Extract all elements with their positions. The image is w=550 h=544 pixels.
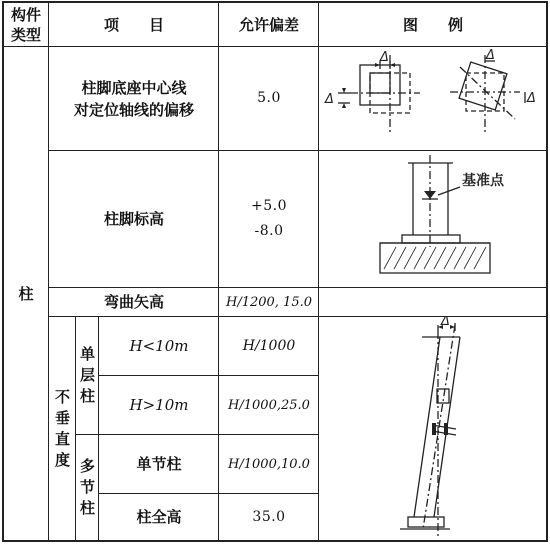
delta-symbol: Δ <box>380 50 389 65</box>
delta-symbol: Δ <box>325 92 334 107</box>
single-group-label: 单层柱 <box>79 345 95 405</box>
col-rule <box>218 1 219 46</box>
multi-group <box>77 435 98 540</box>
col-rule <box>75 316 76 542</box>
multi-group-label: 多节柱 <box>79 457 95 517</box>
base-elevation-item: 柱脚标高 <box>103 210 164 228</box>
single-h-lt-label: H<10m <box>129 337 189 355</box>
col-rule <box>98 316 99 542</box>
verticality-figure <box>320 317 546 541</box>
base-offset-item <box>50 47 218 150</box>
header-type: 构件类型 <box>10 5 41 44</box>
member-type: 柱 <box>18 284 34 303</box>
single-group <box>77 317 98 434</box>
single-h-gt-tolerance: H/1000,25.0 <box>228 397 310 413</box>
bending-item: 弯曲矢高 <box>103 293 164 311</box>
header-figure: 图 例 <box>402 15 463 34</box>
multi-total-label: 柱全高 <box>136 508 182 526</box>
base-offset-tolerance: 5.0 <box>257 90 281 106</box>
reference-point-label: 基准点 <box>462 173 504 189</box>
delta-symbol: Δ <box>486 48 495 63</box>
multi-total-tolerance: 35.0 <box>252 508 286 525</box>
base-elevation-figure <box>320 151 546 287</box>
base-offset-figure <box>320 47 546 150</box>
col-rule <box>318 1 319 542</box>
multi-section-tolerance: H/1000,10.0 <box>228 456 310 472</box>
base-elevation-tolerance <box>220 151 318 287</box>
single-h-gt-label: H>10m <box>129 396 189 414</box>
tolerance-plus: +5.0 <box>251 198 287 214</box>
single-h-lt-tolerance: H/1000 <box>242 338 296 354</box>
header-item: 项 目 <box>103 15 164 34</box>
col-rule <box>218 316 219 542</box>
col-rule <box>218 46 219 316</box>
bending-tolerance: H/1200, 15.0 <box>225 294 312 310</box>
item-line: 柱脚底座中心线 <box>81 78 187 97</box>
item-line: 对定位轴线的偏移 <box>73 100 194 119</box>
verticality-group <box>50 317 75 540</box>
verticality-label: 不垂直度 <box>54 387 70 469</box>
col-rule <box>48 1 49 542</box>
header-tolerance: 允许偏差 <box>238 15 299 34</box>
multi-section-label: 单节柱 <box>136 455 182 473</box>
delta-symbol: Δ <box>441 317 450 329</box>
tolerance-minus: -8.0 <box>254 223 284 239</box>
delta-symbol: Δ <box>527 91 536 106</box>
